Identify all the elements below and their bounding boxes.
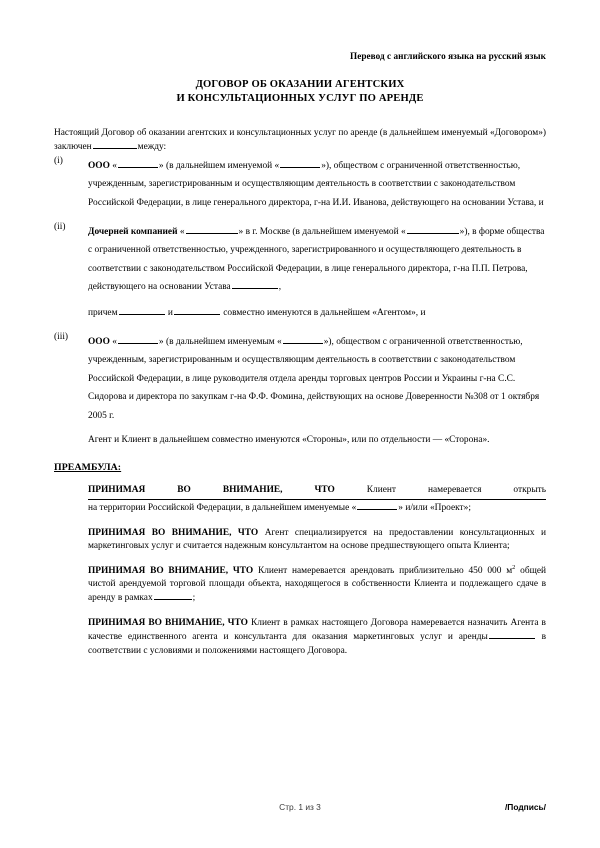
party-tail-iii: »), обществом с ограниченной ответственностью, учрежденным, зарегистрированным и осуществляющим деятельность в соответствии с законодательством Российской Федерации, в лице руководителя отдела аренды торговых центров России и Украины г-на С.С. Сидорова и директора по закупкам г-на Ф.Ф. Фомина, действующих на основе Доверенности №308 от 1 октября 2005 г. [88,337,540,421]
party-mid-i: » (в дальнейшем именуемой « [158,160,280,171]
signature-mark: /Подпись/ [504,802,546,812]
blank-field-joint-2[interactable] [174,306,220,315]
party-item-ii [54,221,546,295]
party-lead-ii: Дочерней компанией [88,227,178,238]
blank-field-joint-1[interactable] [119,306,165,315]
blank-field-party-i-2[interactable] [280,159,320,168]
joint-note-b: и [167,307,173,318]
blank-field-clause-3[interactable] [154,591,192,600]
document-body [54,127,546,669]
square-meter-superscript: 2 [512,563,516,571]
party-lead-i: ООО [88,160,110,171]
whereas-body-3a: Клиент намеревается арендовать приблизительно 450 000 м [257,565,513,576]
party-mid-iii: » (в дальнейшем именуемым « [158,337,282,348]
party-marker-i: (i) [54,155,63,166]
page-title [54,78,546,106]
party-marker-iii: (iii) [54,332,69,343]
party-item-i [54,155,546,210]
page-number: Стр. 1 из 3 [279,802,321,812]
party-tail-ii: »), в форме общества с ограниченной ответственностью, учрежденного, зарегистрированного и осуществляющего деятельность в соответствии с законодательством Российской Федерации, в лице генерального директора, г-на П.П. Петрова, действующего на основании Устава [88,227,545,293]
party-text-ii [88,227,544,292]
blank-field-party-ii-1[interactable] [186,225,238,234]
translation-note: Перевод с английского языка на русский язык [350,51,546,61]
whereas-body-1a: Клиент намеревается открыть [366,484,546,495]
joint-note-a: причем [88,307,118,318]
party-item-iii [54,331,546,423]
whereas-body-3c: ; [192,593,196,604]
page-footer [54,802,546,818]
whereas-body-4b: в соответствии с условиями и положениями настоящего Договора. [88,632,547,656]
whereas-body-2a: Агент специализируется на предоставлении консультационных и маркетинговых услуг и считается надежным консультантом на основе предшествующего опыта Клиента; [88,527,547,552]
party-tail-i: »), обществом с ограниченной ответственностью, учрежденным, зарегистрированным и осуществляющим деятельность в соответствии с законодательством Российской Федерации, в лице генерального директора, г-на И.И. Иванова, действующего на основании Устава, и [88,160,544,208]
title-line-2: И КОНСУЛЬТАЦИОННЫХ УСЛУГ ПО АРЕНДЕ [176,93,424,105]
blank-field-clause-1-inline[interactable] [357,501,397,510]
whereas-lead-1: ПРИНИМАЯ ВО ВНИМАНИЕ, ЧТО [88,484,335,495]
intro-text-a: Настоящий Договор об оказании агентских и консультационных услуг по аренде (в дальнейшем именуемый «Договором») заключен [54,128,546,153]
party-quote-open-ii: « [179,227,185,238]
party-lead-iii: ООО [88,337,110,348]
whereas-clause-4 [54,617,546,658]
blank-field-party-ii-3[interactable] [232,280,278,289]
party-mid-ii: » в г. Москве (в дальнейшем именуемой « [238,227,406,238]
blank-field-clause-1-long[interactable] [88,499,546,500]
intro-text-b: между: [137,142,167,153]
party-quote-open-iii: « [112,337,117,348]
party-end-ii: , [278,282,282,293]
whereas-body-1c: » и/или «Проект»; [398,503,471,514]
party-text-i [88,161,544,208]
whereas-clause-2 [54,527,546,554]
whereas-body-1b: на территории Российской Федерации, в дальнейшем именуемые « [88,503,357,514]
whereas-clause-1 [54,484,546,516]
joint-note-c: совместно именуются в дальнейшем «Агентом», и [223,307,426,318]
whereas-body-3b: общей чистой арендуемой торговой площади объекта, находящегося в собственности Клиента и подлежащего сдаче в аренду в рамках [88,565,546,604]
joint-agent-note [54,306,546,320]
blank-field-party-ii-2[interactable] [407,225,459,234]
blank-field-party-iii-2[interactable] [283,335,323,344]
blank-field-party-iii-1[interactable] [118,335,158,344]
whereas-lead-3: ПРИНИМАЯ ВО ВНИМАНИЕ, ЧТО [88,565,254,576]
intro-paragraph [54,127,546,155]
title-line-1: ДОГОВОР ОБ ОКАЗАНИИ АГЕНТСКИХ [195,79,405,90]
blank-field-intro[interactable] [93,140,137,149]
preamble-heading: ПРЕАМБУЛА: [54,461,122,473]
party-marker-ii: (ii) [54,222,66,233]
whereas-lead-2: ПРИНИМАЯ ВО ВНИМАНИЕ, ЧТО [88,527,259,538]
whereas-lead-4: ПРИНИМАЯ ВО ВНИМАНИЕ, ЧТО [88,617,248,628]
blank-field-clause-4[interactable] [489,630,535,639]
party-quote-open-i: « [112,160,117,171]
parties-closing-note: Агент и Клиент в дальнейшем совместно именуются «Стороны», или по отдельности — «Сторона». [88,435,490,446]
whereas-clause-1-firstline [88,484,546,497]
whereas-clause-3 [54,565,546,606]
whereas-body-4a: Клиент в рамках настоящего Договора намеревается назначить Агента в качестве единственного агента и консультанта для оказания маркетинговых услуг и аренды [88,617,546,643]
party-text-iii [88,337,539,421]
blank-field-party-i-1[interactable] [118,159,158,168]
